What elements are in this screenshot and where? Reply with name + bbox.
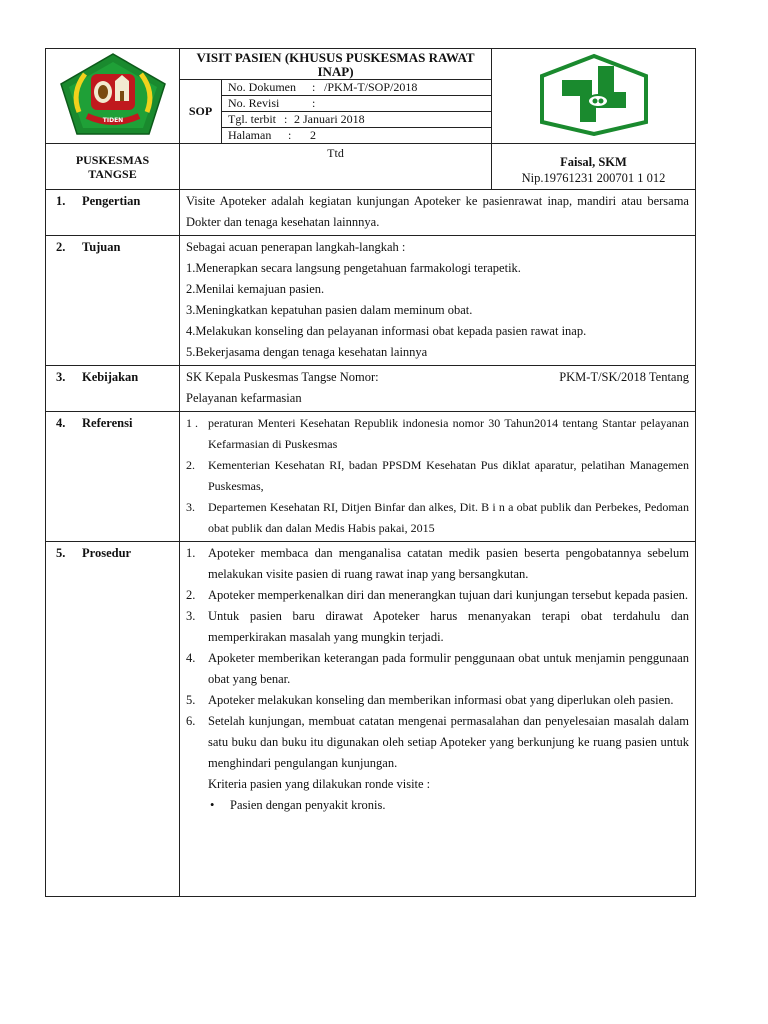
section-prosedur	[46, 542, 696, 897]
list-item: 3.Meningkatkan kepatuhan pasien dalam meminum obat.	[186, 303, 473, 317]
section-label: 2. Tujuan	[46, 236, 180, 366]
list-item: 5. Apoteker melakukan konseling dan memberikan informasi obat yang diperlukan oleh pasien.	[186, 693, 674, 707]
tujuan-text: Sebagai acuan penerapan langkah-langkah : 1.Menerapkan secara langsung pengetahuan farmakologi terapetik. 2.Menilai kemajuan pasien. 3.Meningkatkan kepatuhan pasien dalam meminum obat. 4.Melakukan konseling dan pelayanan informasi obat kepada pasien rawat inap. 5.Bekerjasama dengan tenaga kesehatan lainnya	[180, 236, 696, 366]
health-logo	[492, 49, 696, 144]
kebijakan-text: SK Kepala Puskesmas Tangse Nomor: PKM-T/SK/2018 Tentang Pelayanan kefarmasian	[180, 366, 696, 412]
list-item: 4. Apoketer memberikan keterangan pada formulir penggunaan obat untuk menjamin penggunaan obat yang benar.	[186, 651, 689, 686]
section-label: 4. Referensi	[46, 412, 180, 542]
health-cross-icon	[534, 52, 654, 136]
signer-block	[492, 144, 696, 190]
list-item: 4.Melakukan konseling dan pelayanan informasi obat kepada pasien rawat inap.	[186, 324, 587, 338]
sop-label: SOP	[180, 80, 222, 144]
bullet-icon: •	[210, 798, 215, 812]
list-item: 3. Untuk pasien baru dirawat Apoteker harus menanyakan terapi obat terdahulu dan memperkirakan masalah yang mungkin terjadi.	[186, 609, 689, 644]
sop-document	[45, 48, 695, 897]
section-label: 1. Pengertian	[46, 190, 180, 236]
section-pengertian	[46, 190, 696, 236]
section-referensi	[46, 412, 696, 542]
section-label: 3. Kebijakan	[46, 366, 180, 412]
list-item: 2.Menilai kemajuan pasien.	[186, 282, 325, 296]
organization-name: PUSKESMAS TANGSE	[46, 144, 180, 190]
sop-table	[45, 48, 696, 897]
signer-name: Faisal, SKM	[560, 155, 627, 169]
list-item: 2. Kementerian Kesehatan RI, badan PPSDM Kesehatan Pus diklat aparatur, pelatihan Managemen Puskesmas,	[186, 458, 689, 493]
signer-nip: Nip.19761231 200701 1 012	[521, 171, 666, 185]
section-tujuan	[46, 236, 696, 366]
meta-tgl-terbit: Tgl. terbit : 2 Januari 2018	[222, 112, 491, 128]
puskesmas-logo	[46, 49, 180, 144]
prosedur-text	[180, 542, 696, 897]
referensi-text	[180, 412, 696, 542]
puskesmas-emblem-icon	[57, 52, 169, 136]
list-item: 6. Setelah kunjungan, membuat catatan mengenai permasalahan dan penyelesaian masalah dalam satu buku dan buku itu digunakan oleh setiap Apoteker yang berkunjung ke ruang pasien untuk menghindari pengulangan kunjungan.	[186, 714, 689, 770]
list-item: 5.Bekerjasama dengan tenaga kesehatan lainnya	[186, 345, 428, 359]
pengertian-text: Visite Apoteker adalah kegiatan kunjungan Apoteker ke pasienrawat inap, mandiri atau bersama Dokter dan tenaga kesehatan lainnnya.	[180, 190, 696, 236]
logo-ribbon-text: TIDEN	[102, 116, 123, 124]
section-kebijakan	[46, 366, 696, 412]
criteria-intro: Kriteria pasien yang dilakukan ronde visite :	[208, 777, 431, 791]
meta-no-dokumen: No. Dokumen : /PKM-T/SOP/2018	[222, 80, 491, 96]
list-item: 2. Apoteker memperkenalkan diri dan menerangkan tujuan dari kunjungan tersebut kepada pasien.	[186, 588, 689, 602]
meta-halaman: Halaman : 2	[228, 128, 316, 142]
list-item: • Pasien dengan penyakit kronis.	[186, 795, 689, 816]
list-item: 3. Departemen Kesehatan RI, Ditjen Binfar dan alkes, Dit. B i n a obat publik dan Perbekes, Pedoman obat publik dan dalan Medis Habis pakai, 2015	[186, 500, 689, 535]
list-item: 1.Menerapkan secara langsung pengetahuan farmakologi terapetik.	[186, 261, 521, 275]
section-label: 5. Prosedur	[46, 542, 180, 897]
list-item: 1 . peraturan Menteri Kesehatan Republik indonesia nomor 30 Tahun2014 tentang Stantar pelayanan Kefarmasian di Puskesmas	[186, 416, 689, 451]
document-meta	[222, 80, 492, 144]
document-title: VISIT PASIEN (KHUSUS PUSKESMAS RAWAT INAP)	[180, 49, 492, 80]
signature-ttd: Ttd	[180, 144, 492, 190]
meta-no-revisi: No. Revisi :	[222, 96, 491, 112]
list-item: 1. Apoteker membaca dan menganalisa catatan medik pasien beserta pengobatannya sebelum melakukan visite pasien di ruang rawat inap yang bersangkutan.	[186, 546, 689, 581]
